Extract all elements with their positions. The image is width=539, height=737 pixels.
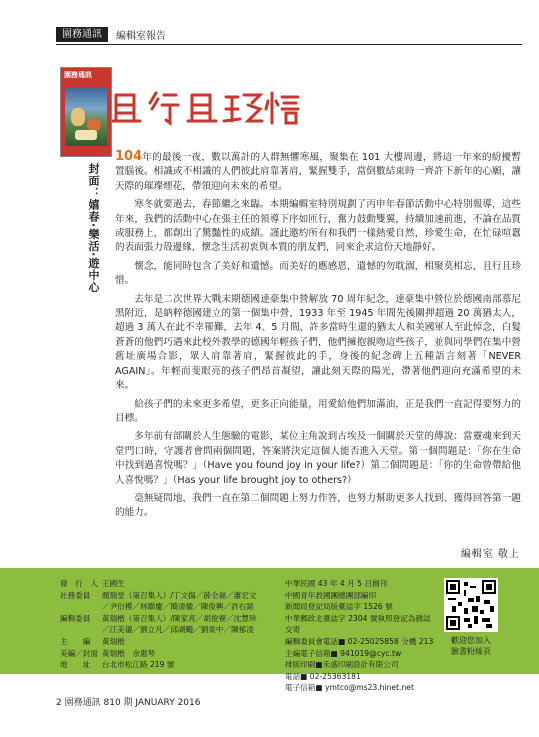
publication-info-line: 編輯委員會電話■ 02-25025858 分機 213 <box>285 636 434 646</box>
paragraph-1: 104年的最後一夜，數以萬計的人群無懼寒風，聚集在 101 大樓周邊，將這一年來的紛擾暫置腦後。相識或不相識的人們彼此肩靠著肩，緊握雙手，當倒數結束時一齊許下新年的心願，讓天際的璀璨煙花，帶領迎向未來的希望。 <box>115 149 521 192</box>
credit-value: ／尹衍模／林聯慶／簡清楹／陳俊興／許右銘 <box>102 602 254 612</box>
credit-label: 發 行 人 <box>60 579 98 588</box>
highlight-number: 104 <box>115 149 143 164</box>
paragraph-7: 毫無疑問地，我們一直在第二個問題上努力作答，也努力幫助更多人找到、獲得回答第一題的能力。 <box>115 492 521 519</box>
credit-label: 社務委員 <box>60 590 91 600</box>
credits-left <box>60 578 260 671</box>
cover-caption: 封面：嬉春·樂活·遊中心 <box>87 163 100 294</box>
credit-value: 台北市松江路 219 號 <box>102 660 175 670</box>
credit-row <box>60 578 260 590</box>
qr-caption: 歡迎您加入 臉書粉絲頁 <box>451 636 491 656</box>
credit-row <box>60 624 260 636</box>
publication-info-line: 中國青年救國團總團部編印 <box>285 590 377 600</box>
credit-label <box>60 601 102 613</box>
publication-info-line: 電話■ 02-25363181 <box>285 671 361 681</box>
facebook-qr-code[interactable] <box>444 578 498 632</box>
credit-value: 顏瑞堂（第召集人）/丁文揚／薛全福／蕭宏文 <box>102 590 257 600</box>
publication-info-line: 中華民國 43 年 4 月 5 日創刊 <box>285 579 388 588</box>
article-title-calligraphy <box>112 87 302 127</box>
credit-row <box>60 601 260 613</box>
credit-value: 黃瑞楷（第召集人）/陳家亮／胡俊寮／沈慧珍 <box>102 613 257 623</box>
credit-row <box>60 613 260 625</box>
section-name: 編輯室報告 <box>116 31 166 42</box>
paragraph-4: 去年是二次世界大戰末期德國達豪集中營解放 70 周年紀念，達豪集中營位於德國南部慕尼黑附近，是納粹德國建立的第一個集中營，1933 年至 1945 年間先後關押超過 20 萬猶太人，超過 3 萬人在此不幸罹難，去年 4、5 月間，許多當時生還的猶太人和美國軍人至此悼念，白髮蒼蒼的他們巧遇來此校外教學的德國年輕孩子們，他們擁抱親吻這些孩子，並與同學們在集中營舊址廣場合影，眾人肩靠著肩，緊握彼此的手，身後的紀念碑上五種語言刻著「NEVER AGAIN」。年輕而斐眼亮的孩子們昂首凝望，讓此刻天際的陽光，帶著他們迎向充滿希望的未來。 <box>115 293 521 392</box>
paragraph-5: 給孩子們的未來更多希望，更多正向能量，用愛給他們加滿油，正是我們一直記得要努力的目標。 <box>115 398 521 424</box>
credit-label: 美編／封面 <box>60 648 98 658</box>
credit-label: 主 編 <box>60 636 91 646</box>
credit-row <box>60 590 260 602</box>
paragraph-3: 懷念，能同時包含了美好和遺憾。而美好的應感恩，遺憾的勿耽溺，相聚莫相忘，且行且珍惜。 <box>115 260 521 287</box>
credit-label: 編輯委員 <box>60 613 91 623</box>
footer-magazine: 園務通訊 <box>64 698 101 708</box>
publication-info-line: 主編電子信箱■ 941019@cyc.tw <box>285 648 402 658</box>
publication-info-line: 新聞局登記局版臺誌字 1526 號 <box>285 602 393 612</box>
cover-title: 園務通訊 <box>64 71 92 79</box>
credit-value: 王國生 <box>102 579 125 588</box>
credit-value: 黃瑞楷 <box>102 636 125 646</box>
credit-label: 地 址 <box>60 660 91 670</box>
publication-info-line: 中華郵政北臺誌字 2304 號執照登記為雜誌交寄 <box>285 613 431 635</box>
cover-thumbnail <box>60 67 112 157</box>
page-footer <box>56 695 200 708</box>
footer-issue: 810 期 JANUARY 2016 <box>103 698 201 708</box>
credits-middle <box>285 578 435 694</box>
paragraph-6: 多年前有部關於人生態驗的電影，某位主角說到古埃及一個關於天堂的傳說：當靈魂來到天堂門口時，守護者會問兩個問題，答案將決定這個人能否進入天堂。第一個問題是：「你在生命中找到過喜悅嗎？」（Have you found joy in your life?）第二個問題是：「你的生命曾帶給他人喜悅嗎？」（Has your life brought joy to others?） <box>115 431 521 486</box>
article-body <box>115 150 521 525</box>
credit-value: 黃瑞楷 余惠琴 <box>102 648 156 658</box>
signature: 編輯室 敬上 <box>460 549 520 560</box>
publication-info-line: 排版印刷■禾盛印刷設計有限公司 <box>285 660 399 670</box>
credits-panel <box>0 568 539 693</box>
cover-illustration <box>65 88 107 146</box>
credit-value: ／江美儀／劉立凡／邱湖颺／劉東中／陳郁凌 <box>102 625 254 635</box>
credit-row <box>60 659 260 671</box>
section-tag: 園務通訊 <box>56 27 108 42</box>
publication-info-line: 電子信箱■ ymtco@ms23.hinet.net <box>285 683 414 693</box>
paragraph-2: 寒冬就要過去，春節繼之來臨。本期編輯室特別規劃了丙申年春節活動中心特別報導，這些年來，我們的活動中心在張主任的領導下序如匝行，奮力鼓動雙翼，持續加速前進，不論在品質或服務上，都創出了驚豔性的成績。謹此邀約所有和我們一樣熱愛自然，珍愛生命，在忙碌喧囂的表面張力殼邊緣，懷念生活初衷與本質的朋友們，同來企求這份天地靜好。 <box>115 199 521 254</box>
page-number: 2 <box>56 698 62 708</box>
credit-row <box>60 648 260 660</box>
page-header <box>56 27 166 42</box>
credit-label <box>60 624 102 636</box>
header-rule <box>56 44 522 45</box>
credit-row <box>60 636 260 648</box>
